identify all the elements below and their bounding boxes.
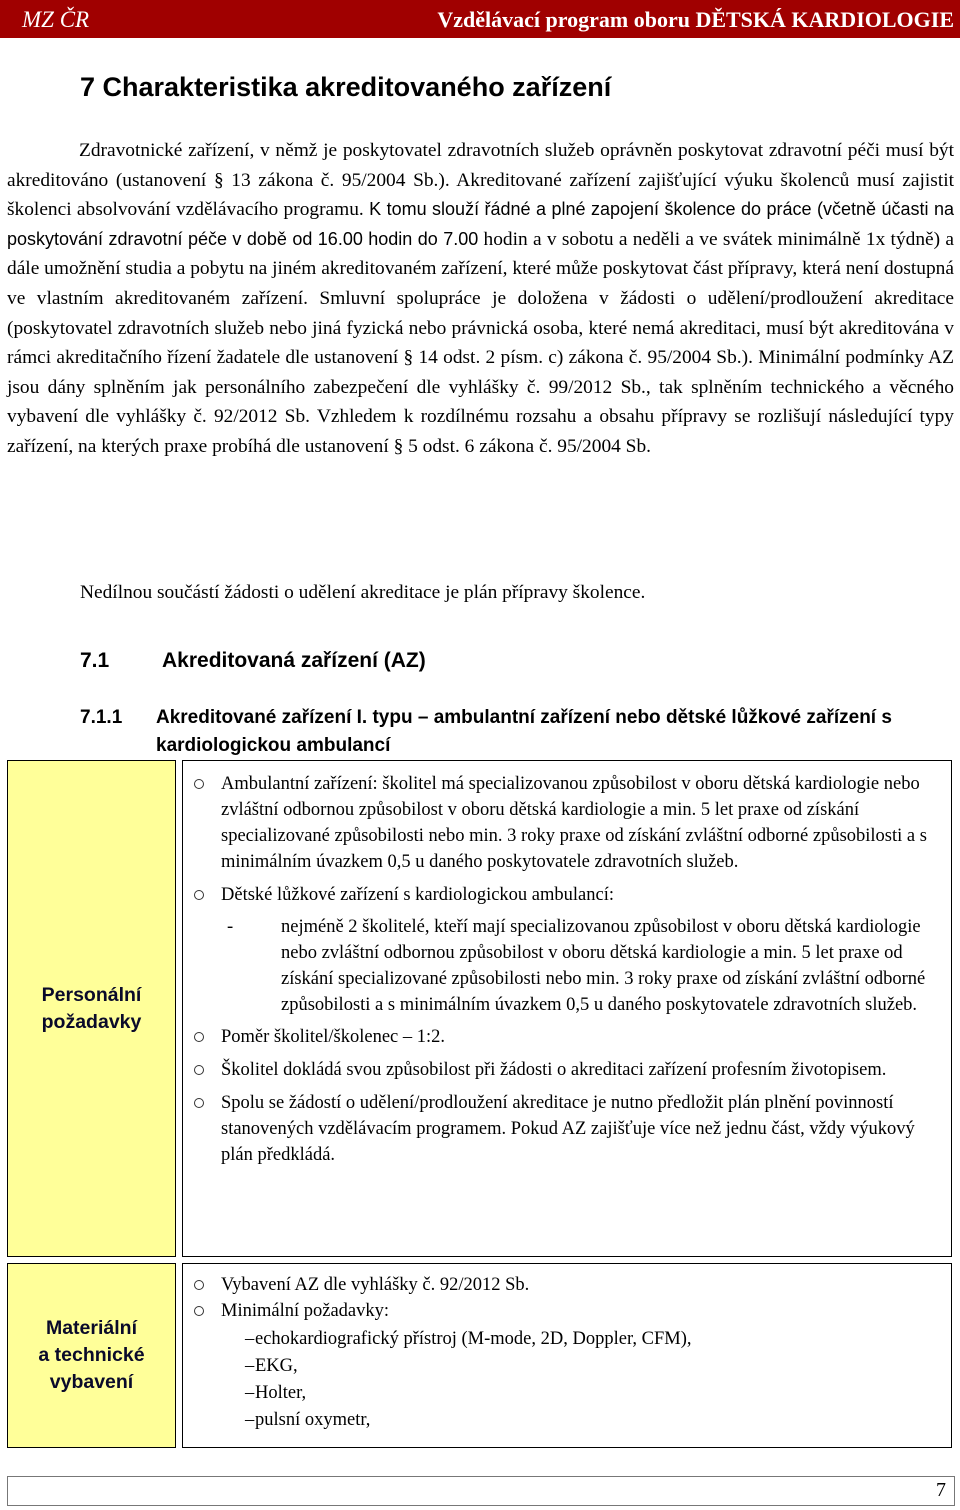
personal-label-line1: Personální [41, 983, 142, 1006]
list-item [183, 1057, 951, 1083]
list-item-text: Školitel dokládá svou způsobilost při žádosti o akreditaci zařízení profesním životopisem. [221, 1060, 887, 1080]
list-item-text: Minimální požadavky: [221, 1301, 390, 1321]
subsection-title: Akreditovaná zařízení (AZ) [162, 649, 426, 672]
paragraph-text-b: K tomu slouží řádné a plné zapojení školence do práce (včetně účasti na poskytování zdravotní péče v době od 16.00 hodin do 7.00 [7, 199, 954, 249]
subsection-number: 7.1 [80, 649, 110, 672]
list-item-text: Spolu se žádostí o udělení/prodloužení akreditace je nutno předložit plán plnění povinností stanovených vzdělávacím programem. Pokud AZ zajišťuje více než jednu část, vždy výukový plán předkládá. [221, 1093, 915, 1165]
equipment-text: pulsní oxymetr, [255, 1410, 371, 1430]
header-ministry: MZ ČR [22, 7, 90, 32]
bullet-icon [194, 1032, 204, 1042]
personal-requirements-list [183, 771, 951, 1168]
material-requirements-label [7, 1263, 176, 1448]
list-item [183, 1272, 951, 1298]
list-item [183, 882, 951, 1018]
personal-label-line2: požadavky [41, 1010, 142, 1033]
page-footer [7, 1476, 955, 1506]
bullet-icon [194, 1306, 204, 1316]
material-requirements-box [182, 1263, 952, 1448]
section-title: 7 Charakteristika akreditovaného zařízení [80, 72, 612, 102]
list-item-text: Poměr školitel/školenec – 1:2. [221, 1027, 446, 1047]
bullet-icon [194, 1280, 204, 1290]
sub-list-text: nejméně 2 školitelé, kteří mají specializovanou způsobilost v oboru dětská kardiologie nebo zvláštní odbornou způsobilost v oboru dětská kardiologie a min. 5 let praxe od získání specializované způsobilosti nebo min. 3 roky praxe od získání zvláštní odborné způsobilosti a s minimálním úvazkem 0,5 u daného poskytovatele zdravotních služeb. [281, 917, 926, 1015]
list-item-text: Dětské lůžkové zařízení s kardiologickou ambulancí: [221, 885, 614, 905]
material-label-line3: vybavení [49, 1371, 134, 1393]
equipment-text: EKG, [255, 1356, 298, 1376]
equipment-item [183, 1353, 951, 1379]
plan-note: Nedílnou součástí žádosti o udělení akreditace je plán přípravy školence. [80, 582, 646, 603]
dash-marker: – [245, 1329, 255, 1349]
list-item [183, 1090, 951, 1168]
bullet-icon [194, 1098, 204, 1108]
list-item [183, 1024, 951, 1050]
sub-list-item [183, 914, 951, 1018]
sub-list-marker: - [227, 917, 234, 937]
paragraph-text-c: hodin a v sobotu a neděli a ve svátek minimálně 1x týdně) a dále umožnění studia a pobytu na jiném akreditovaném zařízení, které může poskytovat část přípravy, která není dostupná ve vlastním akreditovaném zařízení. [7, 228, 954, 309]
material-requirements-list [183, 1272, 951, 1324]
personal-requirements-box [182, 760, 952, 1257]
dash-marker: – [245, 1410, 255, 1430]
paragraph-text-d: Smluvní spolupráce je doložena v žádosti o udělení/prodloužení akreditace (poskytovatel zdravotních služeb nebo jiná fyzická nebo právnická osoba, které nemá akreditaci, musí být akreditována v rámci akreditačního řízení žadatele dle ustanovení § 14 odst. 2 písm. c) zákona č. 95/2004 Sb.). Minimální podmínky AZ jsou dány splněním jak personálního zabezpečení dle vyhlášky č. 99/2012 Sb., tak splněním technického a věcného vybavení dle vyhlášky č. 92/2012 Sb. Vzhledem k rozdílnému rozsahu a obsahu přípravy se rozlišují následující typy zařízení, na kterých praxe probíhá dle ustanovení § 5 odst. 6 zákona č. 95/2004 Sb. [7, 287, 954, 457]
personal-requirements-label [7, 760, 176, 1257]
bullet-icon [194, 890, 204, 900]
material-label-line1: Materiální [45, 1317, 137, 1339]
equipment-text: echokardiografický přístroj (M-mode, 2D, Doppler, CFM), [255, 1329, 692, 1349]
equipment-item [183, 1380, 951, 1406]
list-item-text: Vybavení AZ dle vyhlášky č. 92/2012 Sb. [221, 1275, 530, 1295]
equipment-item [183, 1326, 951, 1352]
bullet-icon [194, 779, 204, 789]
list-item-text: Ambulantní zařízení: školitel má specializovanou způsobilost v oboru dětská kardiologie nebo zvláštní odbornou způsobilost v oboru dětská kardiologie a min. 5 let praxe od získání specializované způsobilosti nebo min. 3 roky praxe od získání zvláštní odborné způsobilosti a s minimálním úvazkem 0,5 u daného poskytovatele zdravotních služeb. [221, 774, 927, 872]
paragraph-text-a: Zdravotnické zařízení, v němž je poskytovatel zdravotních služeb oprávněn poskytovat zdravotní péči musí být akreditováno (ustanovení § 13 zákona č. 95/2004 Sb.). Akreditované zařízení zajišťující výuku školenců musí zajistit školenci absolvování vzdělávacího programu. [7, 140, 954, 221]
subsubsection-title: Akreditované zařízení I. typu – ambulantní zařízení nebo dětské lůžkové zařízení s kardiologickou ambulancí [156, 707, 892, 756]
section-paragraph [7, 136, 954, 462]
equipment-list [183, 1326, 951, 1433]
dash-marker: – [245, 1356, 255, 1376]
page-header [0, 0, 960, 38]
equipment-text: Holter, [255, 1383, 307, 1403]
subsection-heading [80, 649, 426, 673]
header-program-title: Vzdělávací program oboru DĚTSKÁ KARDIOLOGIE [437, 7, 954, 32]
list-item [183, 1298, 951, 1324]
dash-marker: – [245, 1383, 255, 1403]
list-item [183, 771, 951, 875]
page-number: 7 [936, 1479, 946, 1501]
subsubsection-number: 7.1.1 [80, 707, 123, 728]
material-label-line2: a technické [38, 1344, 145, 1366]
equipment-item [183, 1407, 951, 1433]
bullet-icon [194, 1065, 204, 1075]
